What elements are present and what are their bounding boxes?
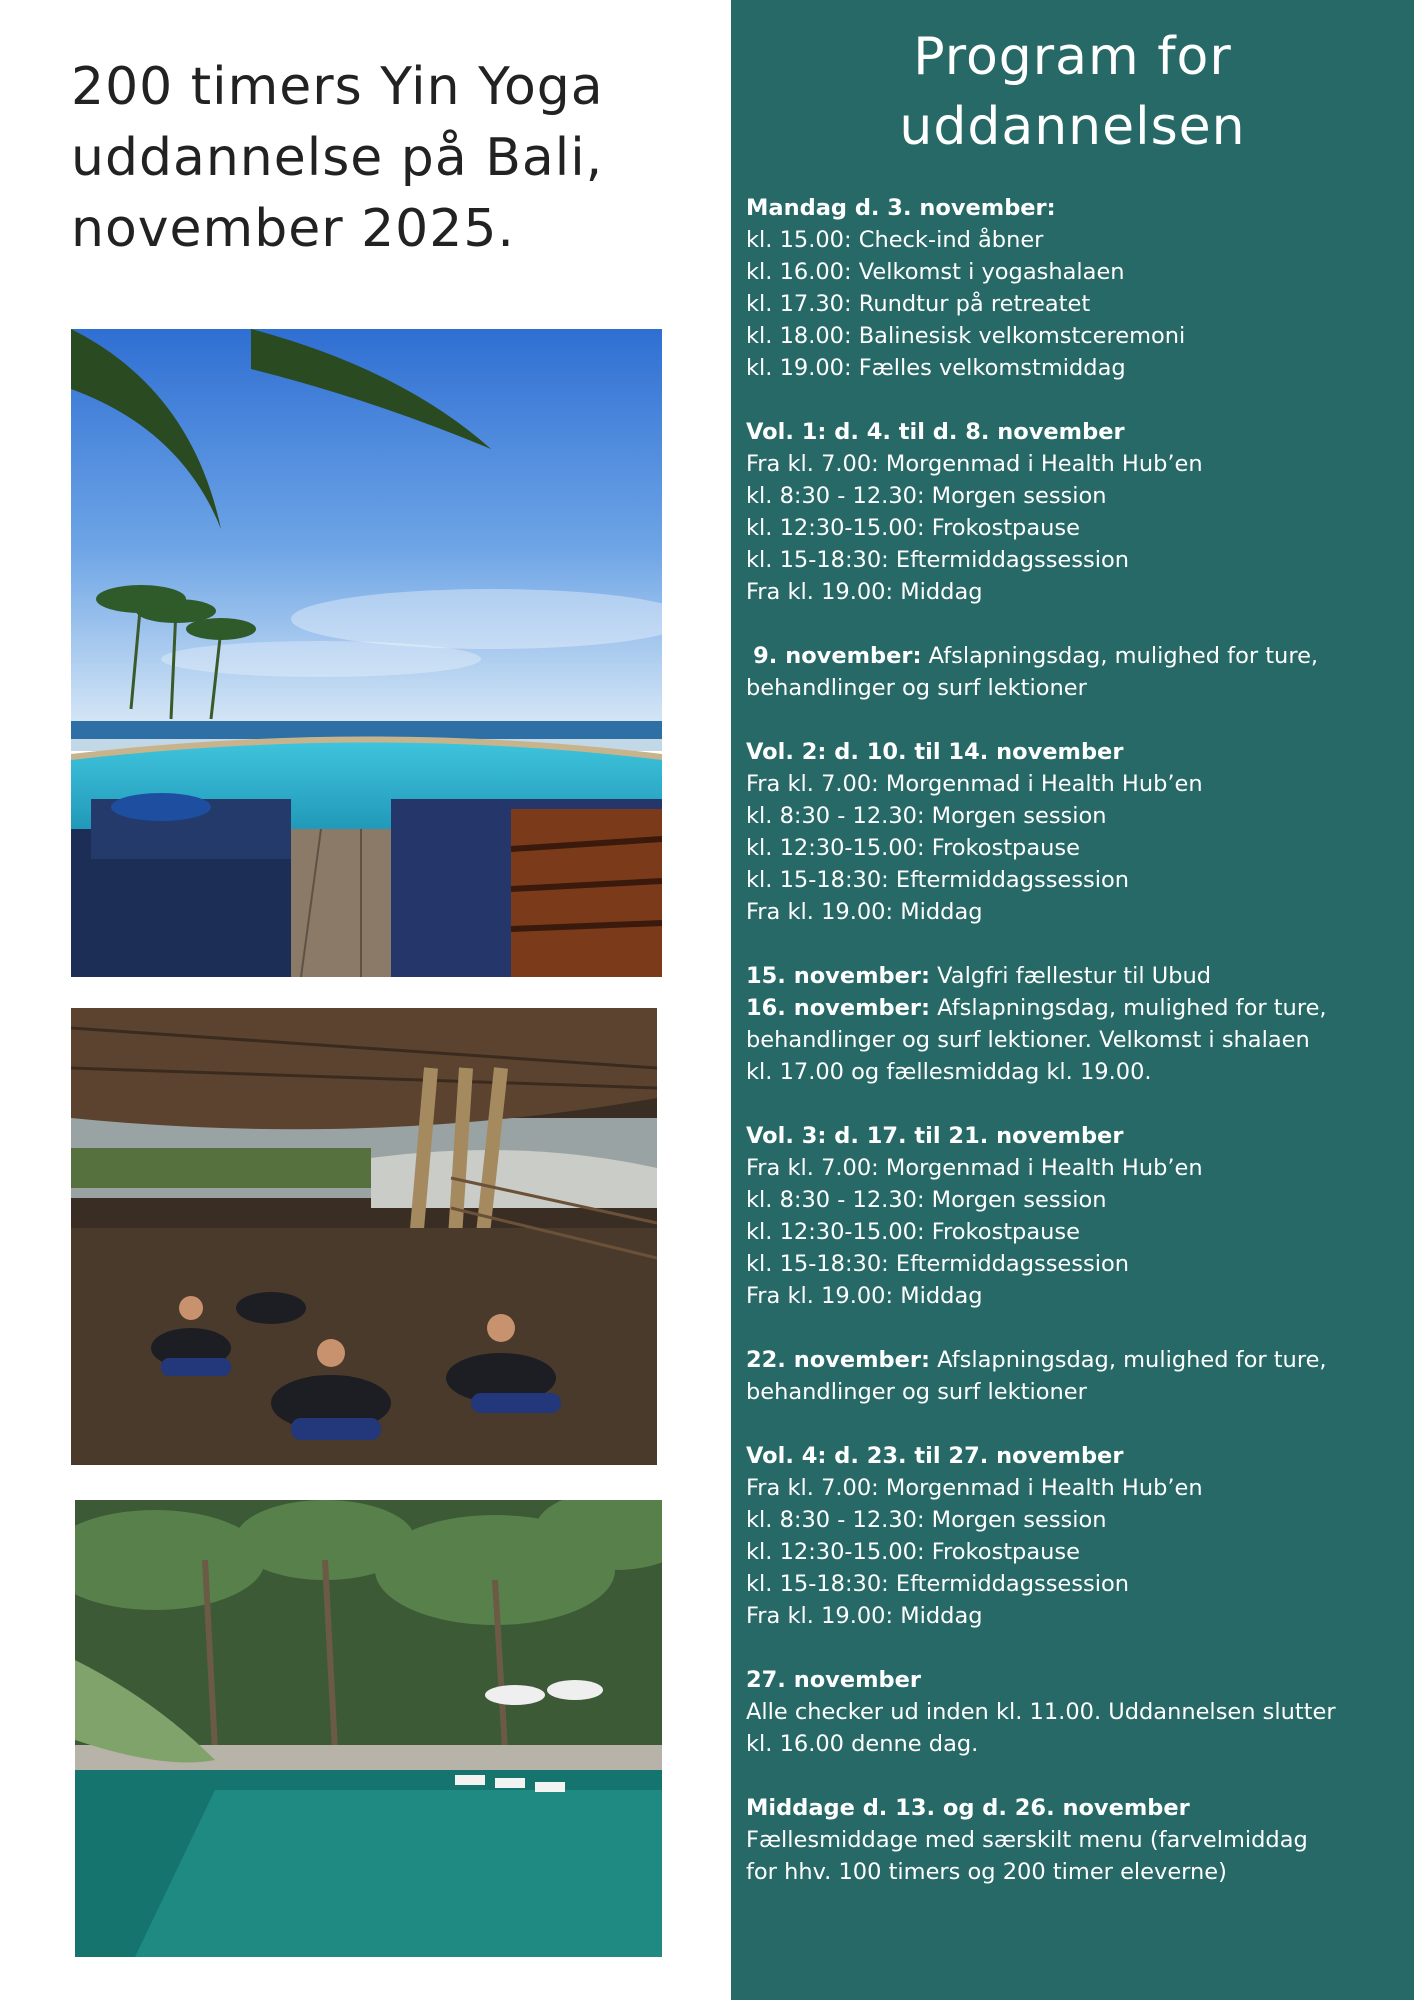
program-title-line: uddannelsen	[899, 97, 1246, 157]
note-line: behandlinger og surf lektioner	[746, 675, 1087, 701]
page-title	[71, 52, 691, 265]
note-date: 22. november:	[746, 1347, 930, 1373]
vol4-section	[746, 1440, 1406, 1632]
note-date: 16. november:	[746, 995, 930, 1021]
schedule-line: kl. 8:30 - 12.30: Morgen session	[746, 803, 1107, 829]
note-line: kl. 17.00 og fællesmiddag kl. 19.00.	[746, 1059, 1152, 1085]
arrival-day	[746, 192, 1406, 384]
pool-ocean-image	[71, 329, 662, 977]
schedule-line: kl. 19.00: Fælles velkomstmiddag	[746, 355, 1126, 381]
schedule-line: Fra kl. 7.00: Morgenmad i Health Hub’en	[746, 771, 1203, 797]
schedule-line: kl. 15-18:30: Eftermiddagssession	[746, 1251, 1129, 1277]
schedule-line: Fra kl. 7.00: Morgenmad i Health Hub’en	[746, 451, 1203, 477]
week-heading: Vol. 2: d. 10. til 14. november	[746, 739, 1124, 765]
vol2-section	[746, 736, 1406, 928]
schedule-line: Alle checker ud inden kl. 11.00. Uddannelsen slutter	[746, 1699, 1336, 1725]
schedule-line: Fra kl. 19.00: Middag	[746, 1603, 983, 1629]
note-line	[746, 640, 1406, 672]
nov15-16-notes	[746, 960, 1406, 1088]
yoga-shala-image	[71, 1008, 657, 1465]
schedule-line: kl. 8:30 - 12.30: Morgen session	[746, 483, 1107, 509]
checkout-section	[746, 1664, 1406, 1760]
schedule	[746, 192, 1406, 1920]
schedule-line: Fra kl. 19.00: Middag	[746, 579, 983, 605]
schedule-line: Fra kl. 7.00: Morgenmad i Health Hub’en	[746, 1475, 1203, 1501]
week-heading: Vol. 1: d. 4. til d. 8. november	[746, 419, 1125, 445]
page-title-line: uddannelse på Bali,	[71, 128, 604, 188]
schedule-line: Fra kl. 19.00: Middag	[746, 899, 983, 925]
note-line: behandlinger og surf lektioner. Velkomst i shalaen	[746, 1027, 1310, 1053]
pool-ocean-photo	[71, 329, 662, 977]
program-title	[731, 22, 1414, 162]
note-text: Afslapningsdag, mulighed for ture,	[928, 643, 1319, 669]
note-text: Afslapningsdag, mulighed for ture,	[937, 1347, 1327, 1373]
vol1-section	[746, 416, 1406, 608]
schedule-line: kl. 8:30 - 12.30: Morgen session	[746, 1187, 1107, 1213]
checkout-heading: 27. november	[746, 1667, 922, 1693]
week-heading: Vol. 3: d. 17. til 21. november	[746, 1123, 1124, 1149]
week-heading: Vol. 4: d. 23. til 27. november	[746, 1443, 1124, 1469]
schedule-line: kl. 12:30-15.00: Frokostpause	[746, 1219, 1080, 1245]
dinners-section	[746, 1792, 1406, 1888]
program-panel	[731, 0, 1414, 2000]
note-text: Afslapningsdag, mulighed for ture,	[937, 995, 1327, 1021]
schedule-line: kl. 15-18:30: Eftermiddagssession	[746, 547, 1129, 573]
schedule-line: kl. 16.00 denne dag.	[746, 1731, 979, 1757]
schedule-line: kl. 12:30-15.00: Frokostpause	[746, 835, 1080, 861]
note-date: 15. november:	[746, 963, 930, 989]
jungle-pool-image	[75, 1500, 662, 1957]
vol3-section	[746, 1120, 1406, 1312]
schedule-line: kl. 12:30-15.00: Frokostpause	[746, 515, 1080, 541]
schedule-line: kl. 15.00: Check-ind åbner	[746, 227, 1044, 253]
schedule-line: Fra kl. 19.00: Middag	[746, 1283, 983, 1309]
note-date: 9. november:	[753, 643, 922, 669]
note-line	[746, 992, 1406, 1024]
schedule-line: kl. 12:30-15.00: Frokostpause	[746, 1539, 1080, 1565]
page-title-line: november 2025.	[71, 199, 515, 259]
nov22-note	[746, 1344, 1406, 1408]
note-line	[746, 1344, 1406, 1376]
schedule-line: kl. 15-18:30: Eftermiddagssession	[746, 1571, 1129, 1597]
nov9-note	[746, 640, 1406, 704]
schedule-line: Fra kl. 7.00: Morgenmad i Health Hub’en	[746, 1155, 1203, 1181]
schedule-line: kl. 17.30: Rundtur på retreatet	[746, 291, 1091, 317]
note-text: Valgfri fællestur til Ubud	[937, 963, 1212, 989]
schedule-line: kl. 8:30 - 12.30: Morgen session	[746, 1507, 1107, 1533]
schedule-line: for hhv. 100 timers og 200 timer eleverne)	[746, 1859, 1227, 1885]
yoga-shala-photo	[71, 1008, 657, 1465]
day-heading: Mandag d. 3. november:	[746, 195, 1056, 221]
page-title-line: 200 timers Yin Yoga	[71, 57, 604, 117]
note-line: behandlinger og surf lektioner	[746, 1379, 1087, 1405]
note-line	[746, 960, 1406, 992]
program-title-line: Program for	[913, 27, 1232, 87]
jungle-pool-photo	[75, 1500, 662, 1957]
schedule-line: kl. 18.00: Balinesisk velkomstceremoni	[746, 323, 1186, 349]
schedule-line: kl. 16.00: Velkomst i yogashalaen	[746, 259, 1125, 285]
schedule-line: kl. 15-18:30: Eftermiddagssession	[746, 867, 1129, 893]
dinners-heading: Middage d. 13. og d. 26. november	[746, 1795, 1190, 1821]
schedule-line: Fællesmiddage med særskilt menu (farvelmiddag	[746, 1827, 1308, 1853]
